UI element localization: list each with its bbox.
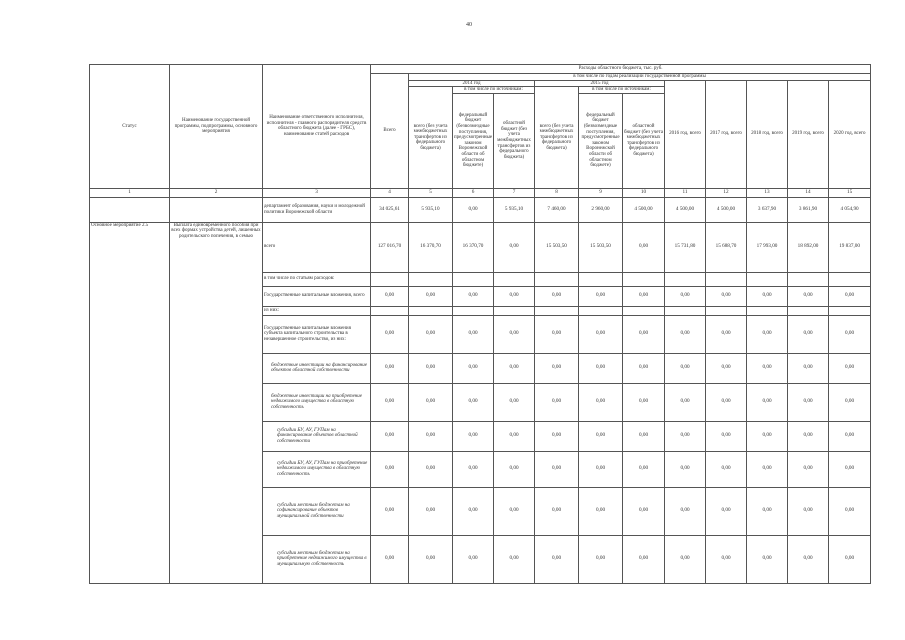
value-cell: 0,00	[409, 315, 453, 353]
budget-table	[89, 64, 871, 584]
value-cell: 0,00	[535, 421, 579, 451]
value-cell: 0,00	[453, 286, 494, 306]
empty-cell	[706, 306, 747, 315]
expense-label: бюджетные инвестиции на финансирование объектов областной собственности	[263, 353, 371, 383]
value-cell: 0,00	[453, 487, 494, 535]
value-cell: 0,00	[829, 421, 871, 451]
value-cell: 0,00	[453, 383, 494, 421]
value-cell: 0,00	[409, 383, 453, 421]
main-event-executor: всего	[263, 222, 371, 272]
header-2015-regional: областной бюджет (без учета межбюджетных трансфертов из федерального бюджета)	[623, 93, 665, 188]
value-cell: 0,00	[409, 421, 453, 451]
value-cell: 0,00	[665, 353, 706, 383]
value-cell: 0,00	[706, 383, 747, 421]
empty-cell	[494, 272, 535, 286]
header-2016: 2016 год, всего	[665, 80, 706, 188]
value-cell: 0,00	[788, 383, 829, 421]
header-budget-title: Расходы областного бюджета, тыс. руб.	[371, 65, 871, 74]
header-2014-federal: федеральный бюджет (безвозмездные поступления, предусмотренные законом Воронежской области об областном бюджете)	[453, 93, 494, 188]
value-cell: 0,00	[579, 421, 623, 451]
expense-label: Государственные капитальные вложения субъекта капитального строительства в незавершенное строительство, из них:	[263, 315, 371, 353]
value-cell: 0,00	[788, 286, 829, 306]
value-cell: 0,00	[665, 487, 706, 535]
value-cell: 0,00	[453, 353, 494, 383]
expense-label: бюджетные инвестиции на приобретение недвижимого имущества в областную собственность	[263, 383, 371, 421]
col-num: 5	[409, 188, 453, 197]
value-cell: 3 861,90	[788, 197, 829, 222]
expense-label: субсидии местным бюджетам на приобретение недвижимого имущества в муниципальную собственность	[263, 535, 371, 583]
value-cell: 0,00	[829, 451, 871, 487]
value-cell: 0,00	[706, 421, 747, 451]
value-cell: 0,00	[788, 421, 829, 451]
value-cell: 0,00	[371, 353, 409, 383]
value-cell: 0,00	[623, 451, 665, 487]
value-cell: 0,00	[788, 451, 829, 487]
value-cell: 0,00	[535, 451, 579, 487]
col-num: 7	[494, 188, 535, 197]
header-status: Статус	[90, 65, 170, 189]
value-cell: 0,00	[494, 487, 535, 535]
value-cell: 0,00	[623, 315, 665, 353]
value-cell: 0,00	[535, 383, 579, 421]
value-cell: 17 993,00	[747, 222, 788, 272]
value-cell: 0,00	[409, 286, 453, 306]
empty-cell	[453, 306, 494, 315]
value-cell: 0,00	[453, 535, 494, 583]
header-2014-sources: в том числе по источникам:	[453, 87, 535, 94]
value-cell: 0,00	[494, 451, 535, 487]
value-cell: 0,00	[535, 286, 579, 306]
value-cell: 0,00	[623, 535, 665, 583]
value-cell: 0,00	[747, 315, 788, 353]
value-cell: 0,00	[409, 353, 453, 383]
value-cell: 0,00	[706, 353, 747, 383]
expense-label: субсидии местным бюджетам на софинансирование объектов муниципальной собственности	[263, 487, 371, 535]
value-cell: 0,00	[409, 451, 453, 487]
value-cell: 15 503,50	[579, 222, 623, 272]
expense-label: в том числе по статьям расходов:	[263, 272, 371, 286]
value-cell: 5 935,10	[494, 197, 535, 222]
value-cell: 0,00	[494, 383, 535, 421]
value-cell: 0,00	[453, 315, 494, 353]
page-number: 40	[466, 22, 472, 28]
department-row	[90, 197, 871, 222]
value-cell: 0,00	[494, 286, 535, 306]
column-number-row	[90, 188, 871, 197]
value-cell: 0,00	[494, 421, 535, 451]
value-cell: 0,00	[747, 286, 788, 306]
value-cell: 0,00	[706, 487, 747, 535]
header-executor: Наименование ответственного исполнителя, исполнителя - главного распорядителя средств областного бюджета (далее - ГРБС), наименование статей расходов	[263, 65, 371, 189]
value-cell: 2 960,00	[579, 197, 623, 222]
header-2015-total: всего (без учета межбюджетных трансфертов из федерального бюджета)	[535, 87, 579, 189]
value-cell: 0,00	[665, 421, 706, 451]
value-cell: 0,00	[747, 535, 788, 583]
value-cell: 0,00	[788, 353, 829, 383]
empty-cell	[90, 197, 170, 222]
expense-label: субсидии БУ, АУ, ГУПам на финансирование объектов областной собственности	[263, 421, 371, 451]
col-num: 15	[829, 188, 871, 197]
value-cell: 0,00	[829, 535, 871, 583]
value-cell: 0,00	[535, 315, 579, 353]
empty-cell	[706, 272, 747, 286]
empty-cell	[829, 272, 871, 286]
value-cell: 0,00	[371, 286, 409, 306]
value-cell: 0,00	[706, 451, 747, 487]
empty-cell	[623, 306, 665, 315]
value-cell: 0,00	[706, 535, 747, 583]
col-num: 8	[535, 188, 579, 197]
value-cell: 16 370,70	[453, 222, 494, 272]
value-cell: 3 637,90	[747, 197, 788, 222]
value-cell: 0,00	[747, 421, 788, 451]
col-num: 12	[706, 188, 747, 197]
empty-cell	[665, 272, 706, 286]
value-cell: 0,00	[579, 451, 623, 487]
value-cell: 0,00	[494, 315, 535, 353]
expense-label: субсидии БУ, АУ, ГУПам на приобретение недвижимого имущества в областную собственность	[263, 451, 371, 487]
value-cell: 0,00	[747, 487, 788, 535]
header-year-2015: 2015 год	[535, 80, 665, 87]
value-cell: 0,00	[579, 286, 623, 306]
value-cell: 0,00	[788, 315, 829, 353]
value-cell: 15 731,80	[665, 222, 706, 272]
value-cell: 0,00	[371, 315, 409, 353]
col-num: 10	[623, 188, 665, 197]
value-cell: 0,00	[747, 451, 788, 487]
value-cell: 4 500,00	[706, 197, 747, 222]
value-cell: 0,00	[623, 222, 665, 272]
value-cell: 0,00	[579, 535, 623, 583]
empty-cell	[409, 306, 453, 315]
value-cell: 0,00	[706, 315, 747, 353]
header-2014-total: всего (без учета межбюджетных трансфертов из федерального бюджета)	[409, 87, 453, 189]
empty-cell	[623, 272, 665, 286]
col-num: 2	[170, 188, 263, 197]
empty-cell	[788, 272, 829, 286]
col-num: 14	[788, 188, 829, 197]
value-cell: 0,00	[494, 222, 535, 272]
value-cell: 0,00	[665, 535, 706, 583]
value-cell: 0,00	[453, 451, 494, 487]
value-cell: 7 460,00	[535, 197, 579, 222]
value-cell: 0,00	[829, 487, 871, 535]
value-cell: 0,00	[747, 353, 788, 383]
value-cell: 0,00	[623, 421, 665, 451]
header-2020: 2020 год, всего	[829, 80, 871, 188]
empty-cell	[747, 306, 788, 315]
value-cell: 127 016,70	[371, 222, 409, 272]
value-cell: 0,00	[535, 487, 579, 535]
empty-cell	[409, 272, 453, 286]
value-cell: 16 370,70	[409, 222, 453, 272]
header-2015-federal: федеральный бюджет (безвозмездные поступления, предусмотренные законом Воронежской области об областном бюджете)	[579, 93, 623, 188]
empty-cell	[747, 272, 788, 286]
value-cell: 0,00	[623, 487, 665, 535]
value-cell: 4 500,00	[665, 197, 706, 222]
col-num: 11	[665, 188, 706, 197]
value-cell: 0,00	[665, 451, 706, 487]
header-2015-sources: в том числе по источникам:	[579, 87, 665, 94]
value-cell: 0,00	[623, 286, 665, 306]
value-cell: 0,00	[623, 353, 665, 383]
value-cell: 0,00	[623, 383, 665, 421]
main-event-name: Выплата единовременного пособия при всех формах устройства детей, лишенных родительского попечения, в семью	[170, 222, 263, 583]
empty-cell	[535, 306, 579, 315]
value-cell: 0,00	[579, 383, 623, 421]
value-cell: 0,00	[371, 451, 409, 487]
col-num: 1	[90, 188, 170, 197]
value-cell: 0,00	[453, 421, 494, 451]
value-cell: 0,00	[788, 535, 829, 583]
value-cell: 0,00	[829, 286, 871, 306]
value-cell: 0,00	[788, 487, 829, 535]
value-cell: 0,00	[579, 487, 623, 535]
header-program-name: Наименование государственной программы, подпрограммы, основного мероприятия	[170, 65, 263, 189]
value-cell: 0,00	[829, 315, 871, 353]
value-cell: 0,00	[706, 286, 747, 306]
value-cell: 18 892,00	[788, 222, 829, 272]
main-event-status: Основное мероприятие 2.5	[90, 222, 170, 583]
department-name: департамент образования, науки и молодежной политики Воронежской области	[263, 197, 371, 222]
empty-cell	[579, 306, 623, 315]
value-cell: 0,00	[665, 315, 706, 353]
value-cell: 0,00	[829, 353, 871, 383]
empty-cell	[170, 197, 263, 222]
col-num: 13	[747, 188, 788, 197]
col-num: 4	[371, 188, 409, 197]
value-cell: 4 500,00	[623, 197, 665, 222]
value-cell: 0,00	[535, 535, 579, 583]
empty-cell	[371, 306, 409, 315]
empty-cell	[829, 306, 871, 315]
value-cell: 0,00	[829, 383, 871, 421]
empty-cell	[494, 306, 535, 315]
value-cell: 0,00	[535, 353, 579, 383]
value-cell: 0,00	[371, 535, 409, 583]
main-event-row	[90, 222, 871, 272]
value-cell: 34 025,61	[371, 197, 409, 222]
value-cell: 5 935,10	[409, 197, 453, 222]
col-num: 6	[453, 188, 494, 197]
value-cell: 0,00	[371, 487, 409, 535]
value-cell: 0,00	[409, 535, 453, 583]
header-total: Всего	[371, 74, 409, 189]
value-cell: 0,00	[453, 197, 494, 222]
value-cell: 0,00	[747, 383, 788, 421]
col-num: 9	[579, 188, 623, 197]
value-cell: 15 503,50	[535, 222, 579, 272]
header-2014-regional: областной бюджет (без учета межбюджетных трансфертов из федерального бюджета)	[494, 93, 535, 188]
value-cell: 0,00	[371, 383, 409, 421]
empty-cell	[788, 306, 829, 315]
header-2019: 2019 год, всего	[788, 80, 829, 188]
value-cell: 15 688,70	[706, 222, 747, 272]
value-cell: 0,00	[494, 535, 535, 583]
header-2018: 2018 год, всего	[747, 80, 788, 188]
header-2017: 2017 год, всего	[706, 80, 747, 188]
expense-label: Государственные капитальные вложения, всего	[263, 286, 371, 306]
expense-label: из них:	[263, 306, 371, 315]
value-cell: 0,00	[371, 421, 409, 451]
value-cell: 0,00	[665, 383, 706, 421]
header-year-2014: 2014 год	[409, 80, 535, 87]
col-num: 3	[263, 188, 371, 197]
value-cell: 0,00	[579, 315, 623, 353]
empty-cell	[371, 272, 409, 286]
empty-cell	[535, 272, 579, 286]
value-cell: 19 837,00	[829, 222, 871, 272]
empty-cell	[665, 306, 706, 315]
value-cell: 0,00	[409, 487, 453, 535]
value-cell: 0,00	[579, 353, 623, 383]
empty-cell	[579, 272, 623, 286]
header-by-year: в том числе по годам реализации государственной программы	[409, 74, 871, 81]
value-cell: 4 054,90	[829, 197, 871, 222]
empty-cell	[453, 272, 494, 286]
value-cell: 0,00	[494, 353, 535, 383]
value-cell: 0,00	[665, 286, 706, 306]
